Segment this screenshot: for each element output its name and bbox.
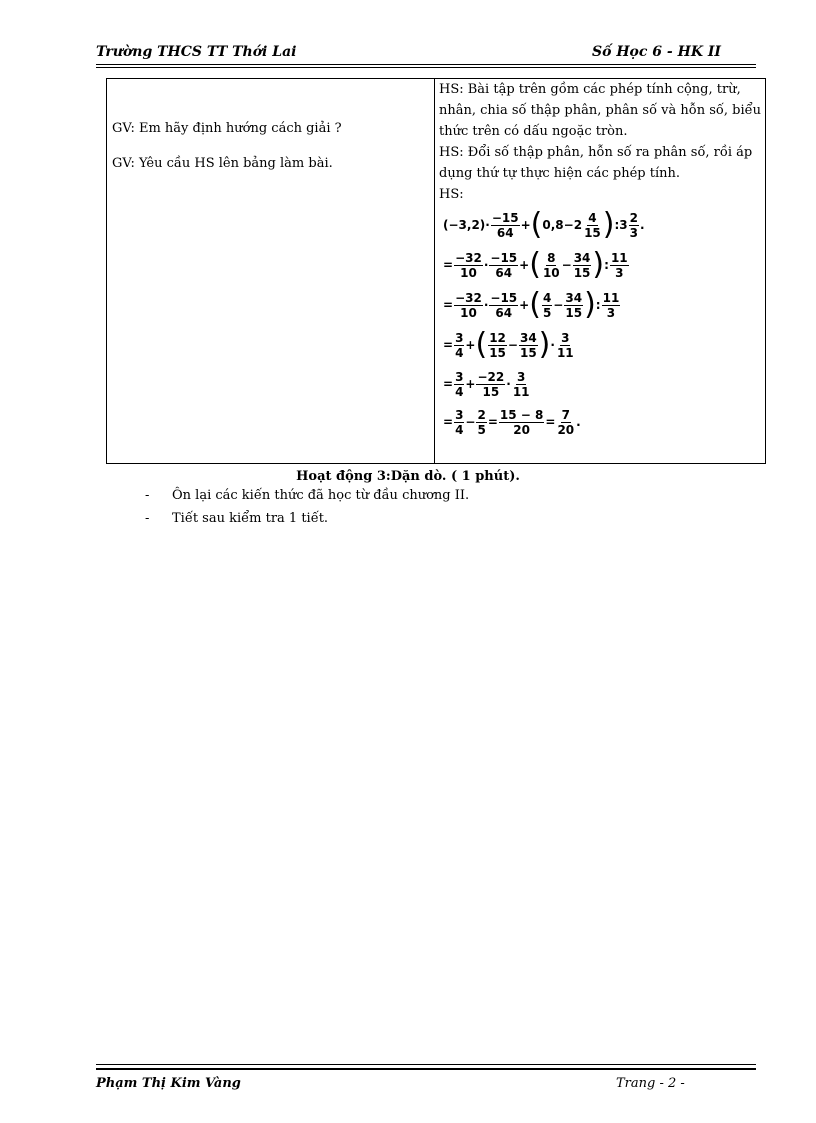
- list-item: [145, 511, 329, 526]
- math-row-4: = $\frac{3}{4}$ + ( 12 15 − $\frac{34}{15}$ ) · 3 11: [443, 327, 574, 362]
- math-row-5: = $\frac{3}{4}$ + $\frac{-22}{15}$ · 3 11: [443, 369, 530, 399]
- fraction: $\frac{3}{4}$: [455, 330, 464, 360]
- math-term: (−3,2)·: [443, 217, 490, 232]
- fraction: $\frac{-32}{10}$: [455, 290, 482, 320]
- fraction: 8 10: [542, 250, 560, 280]
- student-column: [435, 79, 766, 464]
- fraction: 3 11: [556, 330, 574, 360]
- student-answer-2: HS: Đổi số thập phân, hỗn số ra phân số, rồi áp dụng thứ tự thực hiện các phép tính.: [439, 145, 753, 181]
- math-row-3: = $\frac{-32}{10}$ · −15 64 + ( 4 5 − $\frac{34}{15}$ ) : 11 3: [443, 287, 620, 322]
- fraction: 4 5: [542, 290, 552, 320]
- fraction: $\frac{7}{20}$: [557, 407, 575, 437]
- lesson-table: [106, 78, 766, 464]
- math-operator: =: [443, 257, 454, 272]
- activity-section: [0, 465, 816, 484]
- footer-rule-top: [96, 1064, 756, 1065]
- footer-rule-bottom: [96, 1068, 756, 1070]
- list-item: [145, 488, 470, 503]
- fraction: 2 3: [629, 210, 638, 240]
- page-header: [96, 42, 756, 64]
- student-answer-label: HS:: [439, 187, 464, 202]
- list-item-text: Ôn lại các kiến thức đã học từ đầu chương II.: [172, 488, 470, 503]
- fraction: $\frac{2}{5}$: [477, 407, 486, 437]
- math-row-1: (−3,2)· −15 64 + ( 0,8−2 4 15 ) :3 2 3 .: [443, 207, 645, 242]
- fraction: $\frac{-22}{15}$: [477, 369, 505, 399]
- fraction: $\frac{15 - 8}{20}$: [499, 407, 544, 437]
- fraction: 4 15: [584, 210, 601, 240]
- fraction: −15 64: [490, 290, 518, 320]
- math-row-6: = $\frac{3}{4}$ − $\frac{2}{5}$ = $\frac{15 - 8}{20}$ = $\frac{7}{20}$ .: [443, 407, 581, 437]
- fraction: 12 15: [489, 330, 506, 360]
- fraction: 11 3: [610, 250, 628, 280]
- activity-title: Hoạt động 3:Dặn dò. ( 1 phút).: [296, 469, 520, 484]
- author-name: Phạm Thị Kim Vàng: [96, 1076, 241, 1091]
- math-operator: +: [520, 217, 531, 232]
- list-item-text: Tiết sau kiểm tra 1 tiết.: [172, 511, 329, 526]
- fraction: 3 11: [512, 369, 530, 399]
- fraction: $\frac{34}{15}$: [519, 330, 537, 360]
- fraction: $\frac{-32}{10}$: [455, 250, 482, 280]
- fraction: $\frac{34}{15}$: [573, 250, 591, 280]
- fraction: $\frac{3}{4}$: [455, 407, 464, 437]
- header-rule-bottom: [96, 67, 756, 68]
- teacher-question-1: GV: Em hãy định hướng cách giải ?: [112, 121, 342, 136]
- math-term: :3: [614, 217, 628, 232]
- fraction: $\frac{3}{4}$: [455, 369, 464, 399]
- math-row-2: = $\frac{-32}{10}$ · −15 64 + ( 8 10 − $\frac{34}{15}$ ) : 11 3: [443, 247, 628, 282]
- header-rule-top: [96, 64, 756, 65]
- student-answer-1: HS: Bài tập trên gồm các phép tính cộng, trừ, nhân, chia số thập phân, phân số và hỗn số, biểu thức trên có dấu ngoặc tròn.: [439, 82, 761, 139]
- school-name: Trường THCS TT Thới Lai: [96, 44, 297, 60]
- bullet-dash: -: [145, 511, 150, 526]
- page-number: Trang - 2 -: [616, 1076, 685, 1091]
- teacher-question-2: GV: Yêu cầu HS lên bảng làm bài.: [112, 156, 333, 171]
- teacher-column: [107, 79, 435, 464]
- fraction: −15 64: [491, 210, 519, 240]
- fraction: $\frac{34}{15}$: [565, 290, 583, 320]
- math-term: 0,8−2: [542, 217, 583, 232]
- fraction: −15 64: [490, 250, 518, 280]
- bullet-dash: -: [145, 488, 150, 503]
- fraction: 11 3: [602, 290, 620, 320]
- subject-name: Số Học 6 - HK II: [592, 44, 721, 60]
